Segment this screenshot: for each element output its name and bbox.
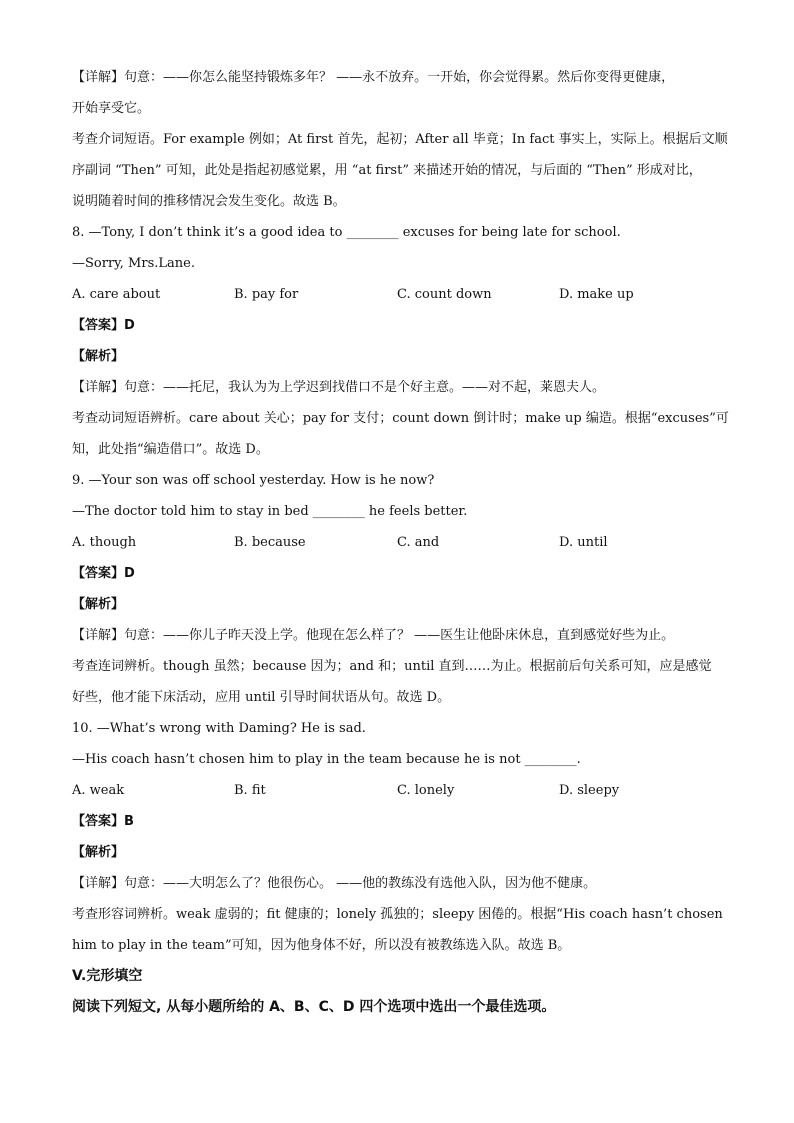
question-8 [72,217,732,465]
section-instruction: 阅读下列短文, 从每小题所给的 A、B、C、D 四个选项中选出一个最佳选项。 [72,999,556,1015]
text-line: 考查介词短语。For example 例如；At first 首先，起初；After all 毕竟；In fact 事实上，实际上。根据后文顺 [72,132,728,147]
option-c: C. lonely [397,783,455,798]
option-b: B. fit [234,783,266,798]
option-c: C. and [397,535,440,550]
text-line: 开始享受它。 [72,101,151,116]
answer-label: 【答案】D [72,318,135,333]
question-stem: 8. —Tony, I don’t think it’s a good idea to ________ excuses for being late for school. [72,225,621,240]
text-line: 【详解】句意：——你儿子昨天没上学。他现在怎么样了？ ——医生让他卧床休息，直到感觉好些为止。 [72,628,675,643]
explanation-q7 [72,62,732,217]
text-line: 序副词 “Then” 可知，此处是指起初感觉累，用 “at first” 来描述开始的情况，与后面的 “Then” 形成对比， [72,163,702,178]
analysis-label: 【解析】 [72,597,125,612]
document-page [72,62,732,1023]
text-line: 【详解】句意：——大明怎么了？他很伤心。 ——他的教练没有选他入队，因为他不健康。 [72,876,597,891]
option-a: A. care about [72,287,161,302]
answer-label: 【答案】B [72,814,134,829]
options-row [72,775,732,806]
option-d: D. make up [559,287,634,302]
question-stem: 9. —Your son was off school yesterday. How is he now? [72,473,435,488]
text-line: 考查动词短语辨析。care about 关心；pay for 支付；count down 倒计时；make up 编造。根据“excuses”可 [72,411,729,426]
option-c: C. count down [397,287,492,302]
text-line: 好些，他才能下床活动，应用 until 引导时间状语从句。故选 D。 [72,690,451,705]
analysis-label: 【解析】 [72,349,125,364]
option-a: A. though [72,535,137,550]
question-reply: —His coach hasn’t chosen him to play in the team because he is not ________. [72,752,581,767]
option-d: D. until [559,535,608,550]
question-reply: —The doctor told him to stay in bed ________ he feels better. [72,504,468,519]
text-line: 【详解】句意：——你怎么能坚持锻炼多年？ ——永不放弃。一开始，你会觉得累。然后你变得更健康， [72,70,675,85]
question-stem: 10. —What’s wrong with Daming? He is sad. [72,721,366,736]
analysis-label: 【解析】 [72,845,125,860]
text-line: 【详解】句意：——托尼，我认为为上学迟到找借口不是个好主意。——对不起，莱恩夫人。 [72,380,606,395]
option-b: B. because [234,535,306,550]
text-line: 考查形容词辨析。weak 虚弱的；fit 健康的；lonely 孤独的；sleepy 困倦的。根据“His coach hasn’t chosen [72,907,723,922]
section-title: V.完形填空 [72,968,143,984]
option-a: A. weak [72,783,125,798]
question-9 [72,465,732,713]
option-d: D. sleepy [559,783,620,798]
text-line: 考查连词辨析。though 虽然；because 因为；and 和；until 直到……为止。根据前后句关系可知，应是感觉 [72,659,712,674]
text-line: 说明随着时间的推移情况会发生变化。故选 B。 [72,194,346,209]
question-10 [72,713,732,961]
question-reply: —Sorry, Mrs.Lane. [72,256,195,271]
answer-label: 【答案】D [72,566,135,581]
option-b: B. pay for [234,287,299,302]
text-line: 知，此处指“编造借口”。故选 D。 [72,442,269,457]
options-row [72,279,732,310]
text-line: him to play in the team”可知，因为他身体不好，所以没有被教练选入队。故选 B。 [72,938,571,953]
options-row [72,527,732,558]
